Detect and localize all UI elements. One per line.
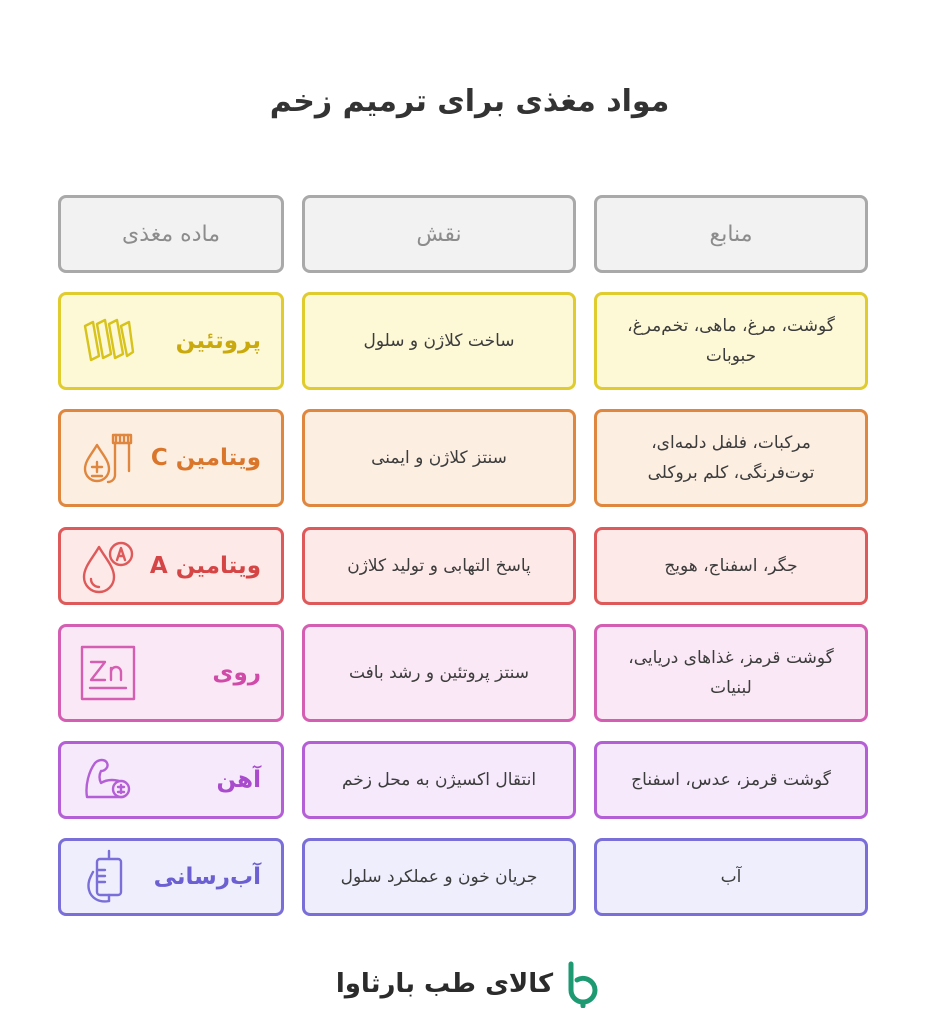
role-cell: جریان خون و عملکرد سلول	[302, 838, 576, 916]
nutrient-name: آب‌رسانی	[153, 864, 261, 890]
nutrient-name: آهن	[216, 767, 261, 793]
brand-footer	[0, 960, 939, 1008]
role-cell: سنتز پروتئین و رشد بافت	[302, 624, 576, 722]
vitamin-c-drop-icon	[79, 429, 137, 487]
nutrient-cell-iron	[58, 741, 284, 819]
vitamin-a-drop-icon	[79, 537, 137, 595]
iv-bag-icon	[79, 848, 137, 906]
nutrient-name: پروتئین	[175, 328, 261, 354]
sources-cell: مرکبات، فلفل دلمه‌ای، توت‌فرنگی، کلم بروکلی	[594, 409, 868, 507]
page-title: مواد مغذی برای ترمیم زخم	[269, 84, 670, 119]
role-cell: ساخت کلاژن و سلول	[302, 292, 576, 390]
sources-cell: گوشت، مرغ، ماهی، تخم‌مرغ، حبوبات	[594, 292, 868, 390]
nutrient-name: ویتامین C	[150, 445, 261, 471]
sources-cell: جگر، اسفناج، هویج	[594, 527, 868, 605]
header-sources: منابع	[594, 195, 868, 273]
role-cell: سنتز کلاژن و ایمنی	[302, 409, 576, 507]
nutrient-cell-vitamin-a	[58, 527, 284, 605]
sources-cell: آب	[594, 838, 868, 916]
sources-cell: گوشت قرمز، عدس، اسفناج	[594, 741, 868, 819]
header-nutrient: ماده مغذی	[58, 195, 284, 273]
nutrient-cell-hydration	[58, 838, 284, 916]
role-cell: پاسخ التهابی و تولید کلاژن	[302, 527, 576, 605]
nutrient-name: ویتامین A	[149, 553, 261, 579]
brand-name: کالای طب بارثاوا	[335, 969, 554, 999]
nutrient-cell-zinc	[58, 624, 284, 722]
protein-helix-icon	[79, 312, 137, 370]
header-role: نقش	[302, 195, 576, 273]
zinc-element-icon	[79, 644, 137, 702]
nutrient-cell-protein	[58, 292, 284, 390]
iron-muscle-icon	[79, 751, 137, 809]
nutrient-name: روی	[212, 660, 261, 686]
nutrient-cell-vitamin-c	[58, 409, 284, 507]
brand-logo-icon	[563, 960, 603, 1008]
role-cell: انتقال اکسیژن به محل زخم	[302, 741, 576, 819]
sources-cell: گوشت قرمز، غذاهای دریایی، لبنیات	[594, 624, 868, 722]
